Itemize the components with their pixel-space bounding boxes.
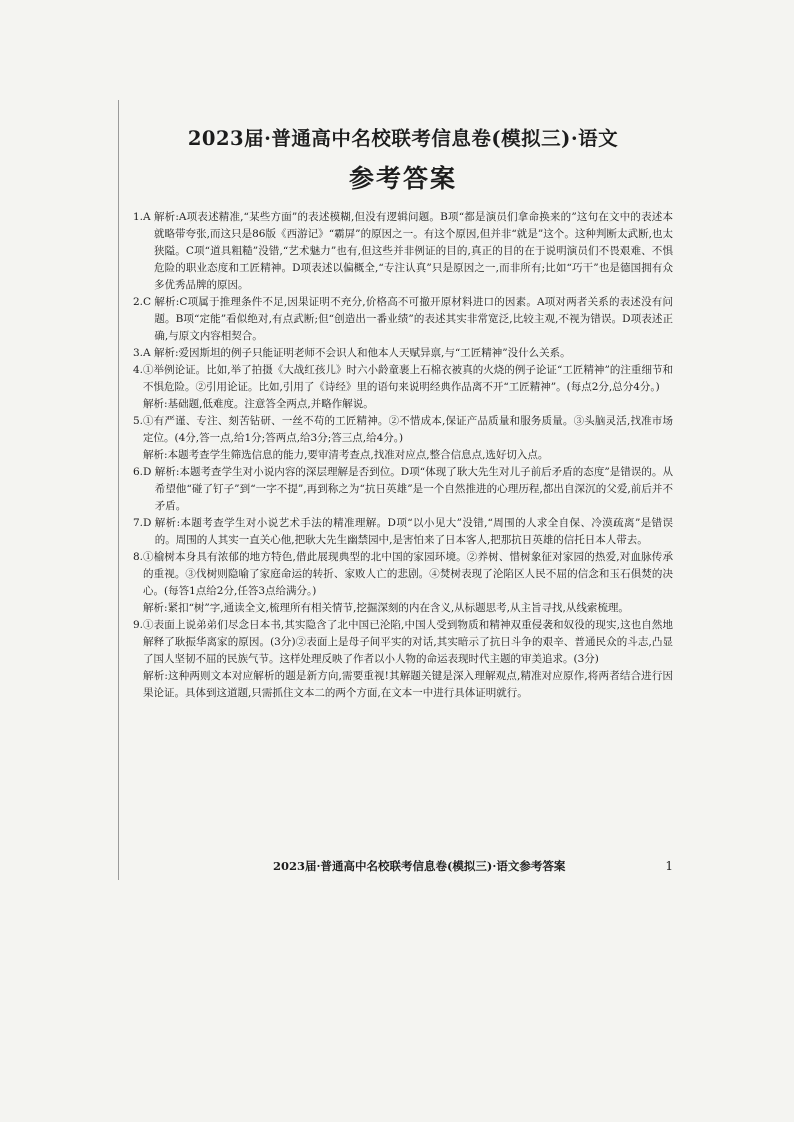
answer-number: 7.D	[133, 517, 152, 529]
answer-number: 6.D	[133, 466, 152, 478]
answer-text: 解析:A项表述精准,“某些方面”的表述模糊,但没有逻辑问题。B项“都是演员们拿命换来的”这句在文中的表述本就略带夸张,而这只是86版《西游记》“霸屏”的原因之一。有这个原因,但并非“就是”这个。这种判断太武断,也太狭隘。C项“道具粗糙”没错,“艺术魅力”也有,但这些并非例证的目的,真正的目的在于说明演员们不畏艰难、不惧危险的职业态度和工匠精神。D项表述以偏概全,“专注认真”只是原因之一,而非所有;比如“巧干”也是德国拥有众多优秀品牌的原因。	[153, 211, 673, 291]
answer-text: ①举例论证。比如,举了拍摄《大战红孩儿》时六小龄童裹上石棉衣被真的火烧的例子论证“工匠精神”的注重细节和不惧危险。②引用论证。比如,引用了《诗经》里的语句来说明经典作品离不开“工匠精神”。(每点2分,总分4分。)	[143, 364, 673, 393]
answer-item-4	[133, 362, 673, 413]
answer-item-2	[133, 294, 673, 345]
answer-analysis: 解析:基础题,低难度。注意答全两点,并略作解说。	[143, 398, 374, 410]
answer-number: 1.A	[133, 211, 151, 223]
answer-text: ①榆树本身具有浓郁的地方特色,借此展现典型的北中国的家园环境。②养树、惜树象征对家园的热爱,对血脉传承的重视。③伐树则隐喻了家庭命运的转折、家败人亡的悲剧。④焚树表现了沦陷区人民不屈的信念和玉石俱焚的决心。(每答1点给2分,任答3点给满分。)	[143, 551, 673, 597]
answer-number: 8.	[133, 551, 144, 563]
answer-text: 解析:本题考查学生对小说艺术手法的精准理解。D项“以小见大”没错,“周围的人求全自保、冷漠疏离”是错误的。周围的人其实一直关心他,把耿大先生幽禁园中,是害怕来了日本客人,把那抗日英雄的信托日本人带去。	[154, 517, 673, 546]
answer-number: 4.	[133, 364, 144, 376]
margin-rule	[118, 100, 119, 880]
page-number: 1	[665, 859, 673, 873]
answer-text: 解析:本题考查学生对小说内容的深层理解是否到位。D项“体现了耿大先生对儿子前后矛盾的态度”是错误的。从希望他“碰了钉子”到“一字不提”,再到称之为“抗日英雄”是一个自然推进的心理历程,都出自深沉的父爱,前后并不矛盾。	[154, 466, 673, 512]
answer-number: 5.	[133, 415, 144, 427]
answer-text: ①表面上说弟弟们尽念日本书,其实隐含了北中国已沦陷,中国人受到物质和精神双重侵袭和奴役的现实,这也自然地解释了耿振华离家的原因。(3分)②表面上是母子间平实的对话,其实暗示了抗日斗争的艰辛、普通民众的斗志,凸显了国人坚韧不屈的民族气节。这样处理反映了作者以小人物的命运表现时代主题的审美追求。(3分)	[143, 619, 673, 665]
answer-item-1	[133, 209, 673, 294]
footer-title: 2023届·普通高中名校联考信息卷(模拟三)·语文参考答案	[272, 859, 566, 873]
answer-item-5	[133, 413, 673, 464]
answer-item-6	[133, 464, 673, 515]
document-subtitle: 参考答案	[348, 164, 457, 193]
answer-number: 2.C	[133, 296, 152, 308]
answer-item-8	[133, 549, 673, 617]
answer-analysis: 解析:这种两则文本对应解析的题是新方向,需要重视!其解题关键是深入理解观点,精准对应原作,将两者结合进行因果论证。具体到这道题,只需抓住文本二的两个方面,在文本一中进行具体证明就行。	[143, 670, 673, 699]
document-title: 2023届·普通高中名校联考信息卷(模拟三)·语文	[187, 127, 619, 150]
answer-text: ①有严谨、专注、刻苦钻研、一丝不苟的工匠精神。②不惜成本,保证产品质量和服务质量。③头脑灵活,找准市场定位。(4分,答一点,给1分;答两点,给3分;答三点,给4分。)	[143, 415, 673, 444]
answer-text: 解析:C项属于推理条件不足,因果证明不充分,价格高不可撤开原材料进口的因素。A项对两者关系的表述没有问题。B项“定能”看似绝对,有点武断;但“创造出一番业绩”的表述其实非常宽泛,比较主观,不视为错误。D项表述正确,与原文内容相契合。	[154, 296, 673, 342]
answer-sheet-page	[133, 125, 673, 702]
answer-analysis: 解析:本题考查学生筛选信息的能力,要审清考查点,找准对应点,整合信息点,选好切入点。	[143, 449, 549, 461]
answer-text: 解析:爱因斯坦的例子只能证明老师不会识人和他本人天赋异禀,与“工匠精神”没什么关系。	[153, 347, 571, 359]
answer-number: 3.A	[133, 347, 151, 359]
answer-list	[133, 209, 673, 702]
page-footer	[133, 858, 673, 874]
answer-number: 9.	[133, 619, 144, 631]
answer-item-3	[133, 345, 673, 362]
answer-analysis: 解析:紧扣“树”字,通读全文,梳理所有相关情节,挖掘深刻的内在含义,从标题思考,从主旨寻找,从线索梳理。	[143, 602, 629, 614]
answer-item-9	[133, 617, 673, 702]
answer-item-7	[133, 515, 673, 549]
